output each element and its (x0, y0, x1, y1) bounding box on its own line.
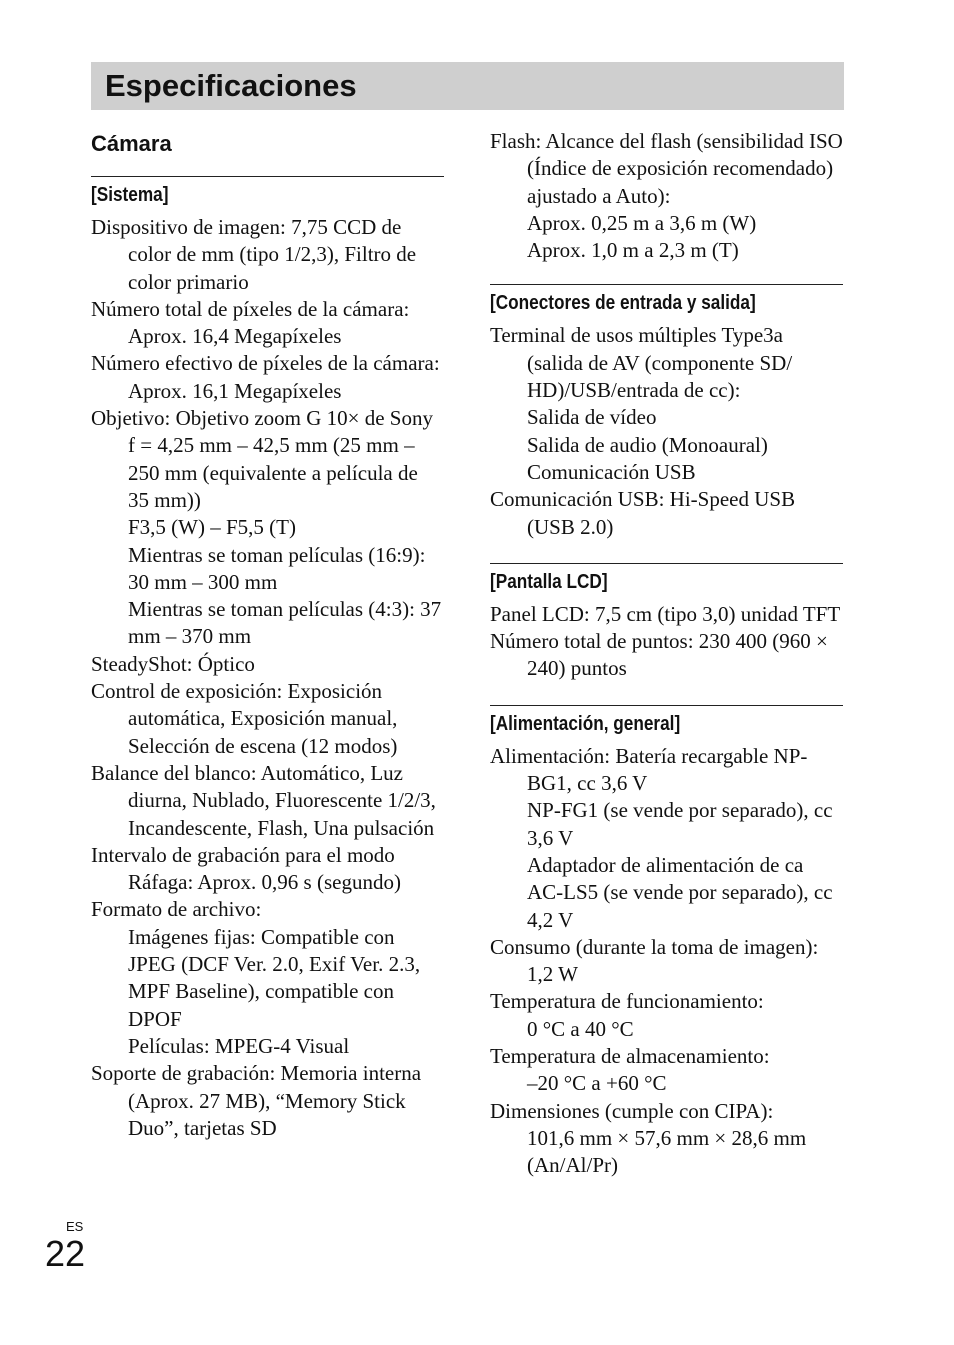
spec-text: Dispositivo de imagen: 7,75 CCD de color de mm (tipo 1/2,3), Filtro de color primario (91, 215, 417, 294)
spec-text: Número efectivo de píxeles de la cámara: (91, 351, 440, 376)
spec-item (490, 988, 843, 1043)
spec-subline: Aprox. 0,25 m a 3,6 m (W) (527, 210, 757, 235)
spec-item (91, 678, 444, 760)
spec-item (91, 651, 444, 678)
spec-list (91, 214, 444, 1142)
spec-item (91, 405, 444, 651)
spec-item (490, 743, 843, 934)
spec-subline: Aprox. 1,0 m a 2,3 m (T) (527, 238, 739, 263)
spec-text: Número total de puntos: 230 400 (960 × 240) puntos (490, 629, 828, 681)
spec-text: Número total de píxeles de la cámara: (91, 296, 410, 321)
spec-subline: Adaptador de alimentación de ca AC-LS5 (se vende por separado), cc 4,2 V (527, 852, 833, 932)
spec-list (490, 322, 843, 540)
spec-text: Temperatura de almacenamiento: (490, 1044, 770, 1069)
spec-subline: –20 °C a +60 °C (527, 1071, 667, 1096)
right-column (490, 128, 843, 1180)
section-alimentacion (490, 705, 843, 1180)
spec-subline: Aprox. 16,1 Megapíxeles (128, 378, 342, 403)
spec-subline: Aprox. 16,4 Megapíxeles (128, 324, 342, 349)
spec-item (91, 296, 444, 351)
spec-subline: f = 4,25 mm – 42,5 mm (25 mm – 250 mm (equivalente a película de 35 mm)) (128, 433, 418, 512)
spec-text: Alimentación: Batería recargable NP-BG1, cc 3,6 V (490, 743, 808, 796)
section-title: [Alimentación, general] (490, 712, 681, 735)
spec-subline: Mientras se toman películas (4:3): 37 mm – 370 mm (128, 597, 442, 649)
spec-item (91, 760, 444, 842)
spec-item (490, 601, 843, 628)
spec-text: Dimensiones (cumple con CIPA): (490, 1098, 774, 1123)
spec-list (490, 743, 843, 1180)
page-title: Especificaciones (105, 68, 357, 103)
left-column (91, 128, 444, 1142)
spec-text: Soporte de grabación: Memoria interna (Aprox. 27 MB), “Memory Stick Duo”, tarjetas SD (91, 1061, 422, 1140)
spec-text: Formato de archivo: (91, 897, 262, 922)
spec-subline: 0 °C a 40 °C (527, 1016, 634, 1041)
spec-subline: Imágenes fijas: Compatible con JPEG (DCF Ver. 2.0, Exif Ver. 2.3, MPF Baseline), compatible con DPOF (128, 924, 421, 1031)
section-pantalla (490, 563, 843, 683)
flash-spec (490, 128, 843, 264)
spec-item (91, 842, 444, 897)
title-bar (91, 62, 844, 110)
spec-item (490, 1043, 843, 1098)
spec-item (490, 322, 843, 486)
spec-text: Intervalo de grabación para el modo Ráfaga: Aprox. 0,96 s (segundo) (91, 842, 401, 895)
spec-subline: Mientras se toman películas (16:9): 30 mm – 300 mm (128, 542, 426, 594)
camera-subhead: Cámara (91, 131, 172, 156)
spec-item (91, 1060, 444, 1142)
spec-subline: 101,6 mm × 57,6 mm × 28,6 mm (An/Al/Pr) (527, 1125, 807, 1178)
spec-subline: Salida de vídeo (527, 405, 657, 430)
spec-item (91, 350, 444, 405)
spec-item (490, 628, 843, 683)
spec-subline: Salida de audio (Monoaural) (527, 432, 768, 457)
section-conectores (490, 284, 843, 540)
spec-subline: NP-FG1 (se vende por separado), cc 3,6 V (527, 798, 833, 850)
section-sistema (91, 176, 444, 1142)
spec-subline: F3,5 (W) – F5,5 (T) (128, 515, 296, 540)
spec-text: Flash: Alcance del flash (sensibilidad ISO (Índice de exposición recomendado) ajustado a Auto): (490, 129, 843, 208)
section-title: [Pantalla LCD] (490, 570, 608, 593)
page-number: 22 (45, 1233, 86, 1274)
spec-item (490, 1098, 843, 1180)
spec-item (490, 934, 843, 989)
section-title: [Sistema] (91, 184, 169, 206)
spec-subline: Comunicación USB (527, 459, 696, 484)
spec-item (490, 128, 843, 264)
section-title: [Conectores de entrada y salida] (490, 292, 756, 315)
spec-text: Comunicación USB: Hi-Speed USB (USB 2.0) (490, 487, 796, 539)
spec-text: SteadyShot: Óptico (91, 651, 255, 676)
spec-item (91, 896, 444, 1060)
spec-list (490, 601, 843, 683)
spec-text: Consumo (durante la toma de imagen): 1,2 W (490, 934, 819, 987)
spec-item (91, 214, 444, 296)
spec-text: Panel LCD: 7,5 cm (tipo 3,0) unidad TFT (490, 601, 841, 626)
spec-text: Control de exposición: Exposición automática, Exposición manual, Selección de escena (12 modos) (91, 679, 398, 758)
spec-text: Terminal de usos múltiples Type3a (salida de AV (componente SD/ HD)/USB/entrada de cc): (490, 323, 793, 403)
spec-item (490, 486, 843, 541)
spec-text: Temperatura de funcionamiento: (490, 989, 764, 1014)
spec-text: Objetivo: Objetivo zoom G 10× de Sony (91, 406, 433, 431)
spec-text: Balance del blanco: Automático, Luz diurna, Nublado, Fluorescente 1/2/3, Incandescente, Flash, Una pulsación (91, 760, 436, 840)
page-language: ES (66, 1219, 84, 1234)
spec-subline: Películas: MPEG-4 Visual (128, 1033, 350, 1058)
